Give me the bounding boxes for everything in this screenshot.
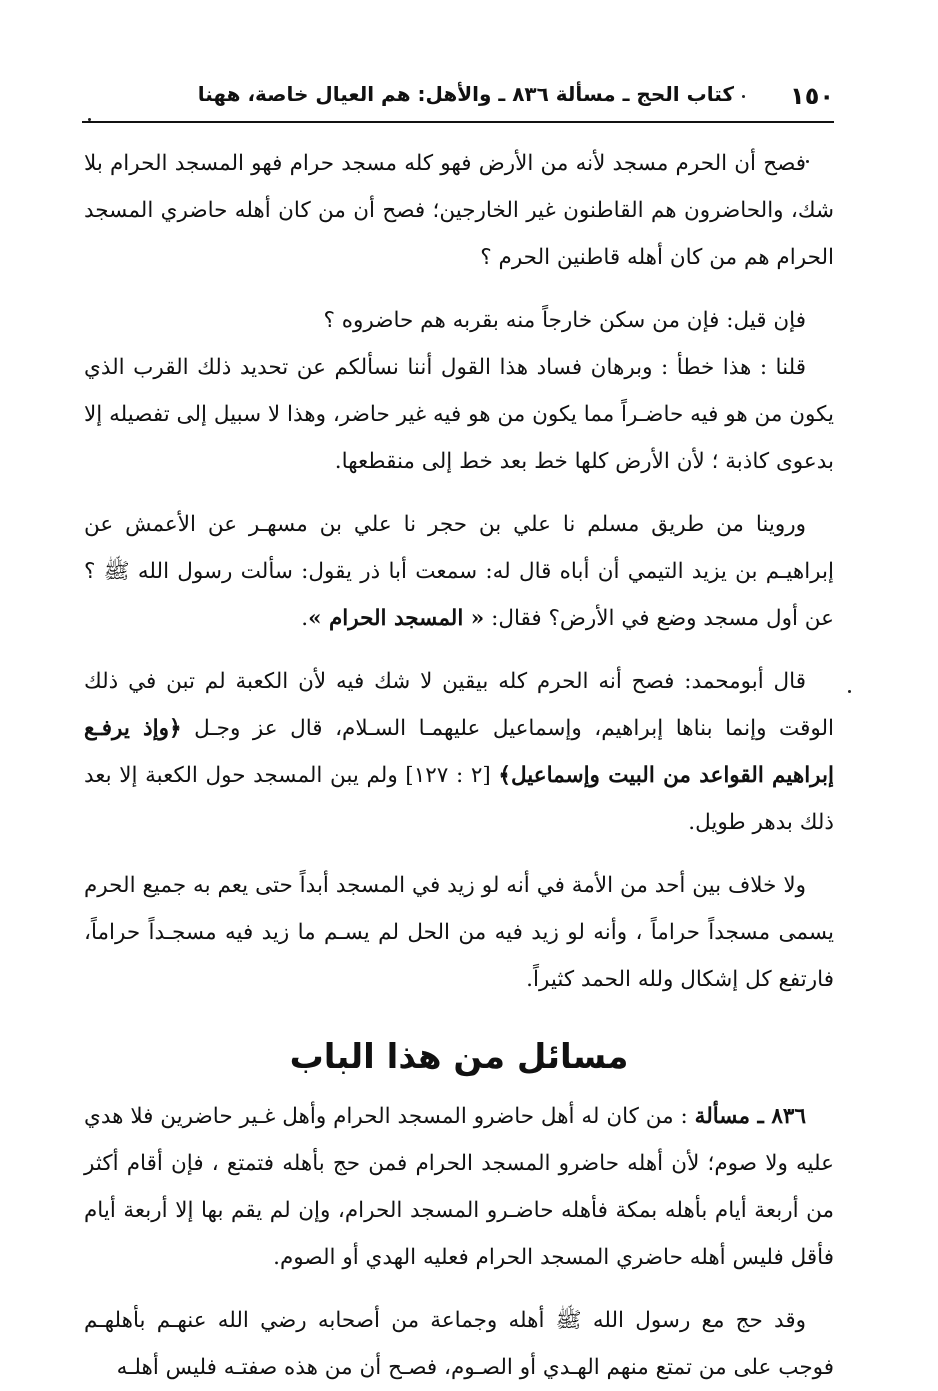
- page-number: ١٥٠: [790, 82, 834, 110]
- page-header: [82, 70, 834, 118]
- issue-text: : من كان له أهل حاضرو المسجد الحرام وأهل غـير حاضرين فلا هدي عليه ولا صوم؛ لأن أهله حاضرو المسجد الحرام فمن حج بأهله فتمتع ، فإن أقام أكثر من أربعة أيام بأهله بمكة فأهله حاضـرو المسجد الحرام، وإن لم يقم بها إلا أربعة أيام فأقل فليس أهله حاضري المسجد الحرام فعليه الهدي أو الصوم.: [84, 1104, 834, 1270]
- paragraph-text: [٢ : ١٢٧] ولم يبن المسجد حول الكعبة إلا بعد ذلك بدهر طويل.: [84, 763, 834, 835]
- paragraph: [84, 501, 834, 642]
- quran-verse: ﴿وإذ يرفـع إبراهيم القواعد من البيت وإسماعيل﴾: [84, 716, 834, 788]
- paragraph: فإن قيل: فإن من سكن خارجاً منه بقربه هم حاضروه ؟: [323, 308, 806, 333]
- paragraph: وقد حج مع رسول الله ﷺ أهله وجماعة من أصحابه رضي الله عنهـم بأهلهـم فوجب على من تمتع منهم الهـدي أو الصـوم، فصـح أن من هذه صفتـه فليس أهلـه: [84, 1308, 834, 1380]
- print-speck: [742, 95, 745, 98]
- print-speck: [88, 118, 91, 121]
- running-title: كتاب الحج ـ مسألة ٨٣٦ ـ والأهل: هم العيال خاصة، ههنا: [197, 82, 734, 106]
- issue-paragraph: [84, 1093, 834, 1281]
- issue-number: ٨٣٦ ـ مسألة: [694, 1104, 807, 1129]
- paragraph: ولا خلاف بين أحد من الأمة في أنه لو زيد في المسجد أبداً حتى يعم به جميع الحرم يسمى مسجداً حراماً ، وأنه لو زيد فيه من الحل لم يسـم ما زيد فيه مسجـداً حراماً، فارتفع كل إشكال ولله الحمد كثيراً.: [84, 873, 834, 992]
- paragraph-text: قال أبومحمد: فصح أنه الحرم كله بيقين لا شك فيه لأن الكعبة لم تبن في ذلك الوقت وإنما بناها إبراهيم، وإسماعيل عليهمـا السـلام، قال عز وجـل: [84, 669, 834, 741]
- print-speck: [848, 690, 851, 693]
- paragraph: قلنا : هذا خطأ : وبرهان فساد هذا القول أننا نسألكم عن تحديد ذلك القرب الذي يكون من هو فيه حاضـراً مما يكون من هو فيه غير حاضر، وهذا لا سبيل إلى تفصيله إلا بدعوى كاذبة ؛ لأن الأرض كلها خط بعد خط إلى منقطعها.: [84, 355, 834, 474]
- header-divider: [82, 121, 834, 123]
- print-speck: [806, 160, 809, 163]
- paragraph: فصح أن الحرم مسجد لأنه من الأرض فهو كله مسجد حرام فهو المسجد الحرام بلا شك، والحاضرون هم القاطنون غير الخارجين؛ فصح أن من كان أهله حاضري المسجد الحرام هم من كان أهله قاطنين الحرم ؟: [84, 151, 834, 270]
- hadith-quote: « المسجد الحرام »: [308, 606, 485, 631]
- section-heading: مسائل من هذا الباب: [289, 1037, 629, 1077]
- paragraph-text: وروينا من طريق مسلم نا علي بن حجر نا علي بن مسهـر عن الأعمش عن إبراهيـم بن يزيد التيمي أن أباه قال له: سمعت أبا ذر يقول: سألت رسول الله ﷺ ؟ عن أول مسجد وضع في الأرض؟ فقال:: [84, 512, 834, 631]
- page-body: [84, 140, 834, 1391]
- paragraph: [84, 658, 834, 846]
- paragraph-text: .: [301, 606, 309, 631]
